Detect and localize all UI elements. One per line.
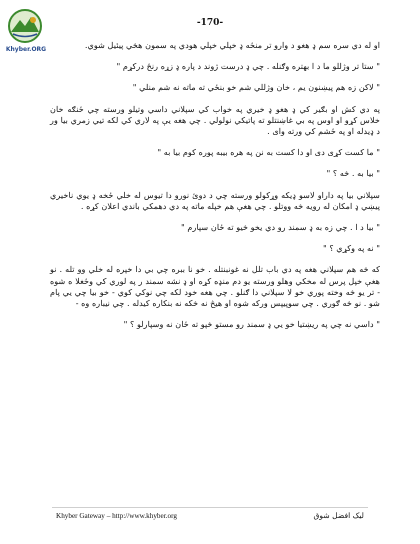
khyber-logo-icon <box>6 8 44 48</box>
article-body <box>50 40 380 340</box>
logo-caption: Khyber.ORG <box>5 46 47 53</box>
paragraph: " داسي نه چي په ريښتيا خو يي ډ سمند رو مستو څپو ته ځان نه وسپارلو ؟ " <box>123 319 380 330</box>
footer-divider <box>52 507 368 508</box>
paragraph: " لاکن زه هم پيښنون يم ، خان وژللي شم خو بنځي ته ماته نه شم منلي " <box>132 82 380 93</box>
paragraph: " بيا به . څه ؟ " <box>326 168 380 179</box>
page-number: -170- <box>196 18 224 28</box>
paragraph: او له دي سره سم ډ هغو د وارو تر منځه ډ خپلي خپلي هودي په سمون هڅي پيئيل شوي. <box>84 40 380 50</box>
paragraph: سپلاني بيا په داراو لاسو ډيکه وړکولو ورسته چي د دوئ نورو دا تيوس له خلي ځخه ډ يوي ناخيري پيښي ډ امکان له رويه څه ووتلو . چي هغې هم خپله ماته په دي دهمکي باندي اعلان کړه . <box>50 189 380 211</box>
paragraph: " نه په وکړي ؟ " <box>322 243 380 254</box>
paragraph: که څه هم سپلاني هغه په دي باب تلل نه غونبنتله . خو نا ببره چي بي دا خپره له خلي وو تله . نو هغې خپل پرس له مخکي وهلو ورسته يو دم منډه کړه او ډ نشه سمند ر په لوري کي وځغلا ه شوه - تر يو څه وخته پوري خو لا سپلاني دا ګنلو . چي هغه خود لکه چي نوکي کوي - خو بيا چي يي پام شو . نو څه ګوري . چي سوپيپس ورکه شوه او هيڅ نه څکه نه بنکاره کيدله . چي نيباره وه - <box>50 264 380 309</box>
paragraph: " ما کست کړی دی او دا کست به نن په هره بيبه پوره کوم بيا به " <box>157 147 380 158</box>
footer-source: Khyber Gateway – http://www.khyber.org <box>56 512 177 520</box>
paragraph: په دي کش او بګير کي ډ هغو ډ خيري په خواب کي سپلاني داسي وتيلو ورسته چي ځنګه خان خلاس کړو او اوس په بي غاښنتلو ته پاتيکي نولولي . چي هغه يې په لاري کي لکه تيي زمري بيا ور د ډيدله او په ځشم کي ورته وای . <box>50 103 380 137</box>
footer-author: ليک افضل شوق <box>313 511 364 520</box>
paragraph: " بيا د ا . چي زه به ډ سمند رو دي يخو څيو ته ځان سپارم " <box>181 222 380 233</box>
paragraph: " ستا تر وژللو ما د ا بهتره وګنله . چي ډ درست ژوند د پاره ډ زړه رنځ درکړم " <box>116 61 380 72</box>
